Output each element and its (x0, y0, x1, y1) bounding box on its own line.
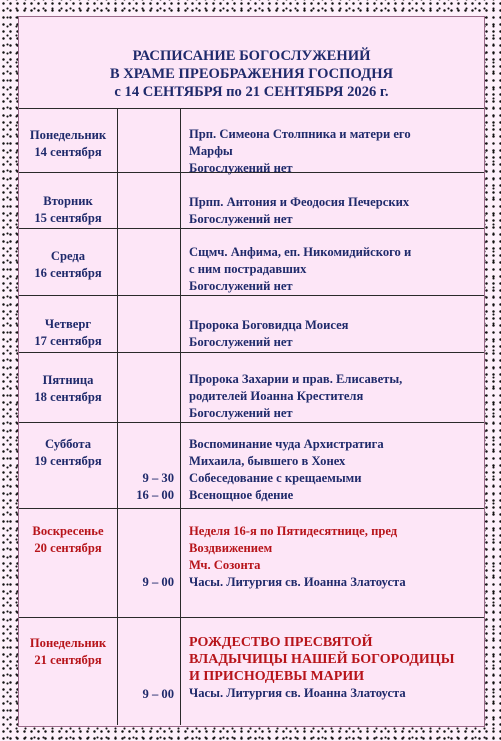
day-date: 19 сентября (34, 454, 102, 468)
desc-line: Богослужений нет (189, 335, 293, 349)
table-row (19, 172, 484, 229)
desc-line: Часы. Литургия св. Иоанна Златоуста (189, 686, 406, 700)
header-church: В ХРАМЕ ПРЕОБРАЖЕНИЯ ГОСПОДНЯ (109, 66, 394, 82)
header-title: РАСПИСАНИЕ БОГОСЛУЖЕНИЙ (132, 48, 371, 64)
service-time: 9 – 00 (142, 687, 174, 701)
desc-line: Пророка Боговидца Моисея (189, 318, 349, 332)
desc-line: Марфы (189, 144, 233, 158)
desc-line: Воспоминание чуда Архистратига (189, 437, 384, 451)
day-name: Пятница (42, 373, 94, 387)
day-name: Понедельник (29, 636, 107, 650)
desc-cell (189, 436, 481, 504)
time-cell (118, 296, 181, 353)
day-cell (19, 173, 118, 229)
day-date: 17 сентября (34, 334, 102, 348)
desc-cell (189, 371, 481, 422)
desc-line: Богослужений нет (189, 212, 293, 226)
day-cell (19, 229, 118, 296)
desc-cell (189, 634, 481, 702)
table-row (19, 508, 484, 618)
desc-line: Богослужений нет (189, 161, 293, 175)
table-row (19, 352, 484, 423)
day-name: Суббота (44, 437, 92, 451)
day-cell (19, 296, 118, 353)
day-date: 20 сентября (34, 541, 102, 555)
time-cell (118, 353, 181, 423)
desc-cell (189, 317, 481, 351)
feast-line: ВЛАДЫЧИЦЫ НАШЕЙ БОГОРОДИЦЫ (189, 652, 455, 667)
day-name: Четверг (44, 317, 92, 331)
table-row (19, 422, 484, 509)
feast-line: Воздвижением (189, 541, 273, 555)
table-row (19, 617, 484, 725)
time-cell (118, 509, 181, 618)
day-cell (19, 509, 118, 618)
desc-line: Всенощное бдение (189, 488, 294, 502)
day-name: Воскресенье (32, 524, 104, 538)
feast-line: И ПРИСНОДЕВЫ МАРИИ (189, 669, 365, 684)
desc-cell (189, 126, 481, 177)
desc-line: Собеседование с крещаемыми (189, 471, 362, 485)
header-date-range: с 14 СЕНТЯБРЯ по 21 СЕНТЯБРЯ 2026 г. (114, 84, 389, 100)
day-name: Понедельник (29, 128, 107, 142)
service-time: 9 – 30 (142, 471, 174, 485)
schedule-sheet (18, 16, 485, 727)
feast-line: РОЖДЕСТВО ПРЕСВЯТОЙ (189, 635, 373, 650)
day-date: 21 сентября (34, 653, 102, 667)
desc-line: Богослужений нет (189, 279, 293, 293)
time-cell (118, 173, 181, 229)
table-row (19, 295, 484, 353)
service-time: 16 – 00 (136, 488, 174, 502)
desc-line: Богослужений нет (189, 406, 293, 420)
desc-line: Пророка Захарии и прав. Елисаветы, (189, 372, 403, 386)
feast-line: Мч. Созонта (189, 558, 261, 572)
day-name: Вторник (43, 194, 93, 208)
time-cell (118, 423, 181, 509)
table-row (19, 228, 484, 296)
day-cell (19, 353, 118, 423)
day-name: Среда (50, 249, 86, 263)
table-row (19, 108, 484, 173)
desc-line: родителей Иоанна Крестителя (189, 389, 364, 403)
desc-line: Часы. Литургия св. Иоанна Златоуста (189, 575, 406, 589)
day-cell (19, 618, 118, 725)
desc-line: Прпп. Антония и Феодосия Печерских (189, 195, 410, 209)
day-cell (19, 423, 118, 509)
day-cell (19, 109, 118, 173)
day-date: 15 сентября (34, 211, 102, 225)
desc-line: с ним пострадавших (189, 262, 307, 276)
desc-cell (189, 523, 481, 591)
desc-cell (189, 244, 481, 295)
time-cell (118, 109, 181, 173)
day-date: 16 сентября (34, 266, 102, 280)
desc-line: Прп. Симеона Столпника и матери его (189, 127, 411, 141)
feast-line: Неделя 16-я по Пятидесятнице, пред (189, 524, 398, 538)
time-cell (118, 618, 181, 725)
day-date: 18 сентября (34, 390, 102, 404)
desc-cell (189, 194, 481, 228)
desc-line: Сщмч. Анфима, еп. Никомидийского и (189, 245, 412, 259)
schedule-header (19, 17, 484, 108)
service-time: 9 – 00 (142, 575, 174, 589)
time-cell (118, 229, 181, 296)
desc-line: Михаила, бывшего в Хонех (189, 454, 346, 468)
day-date: 14 сентября (34, 145, 102, 159)
